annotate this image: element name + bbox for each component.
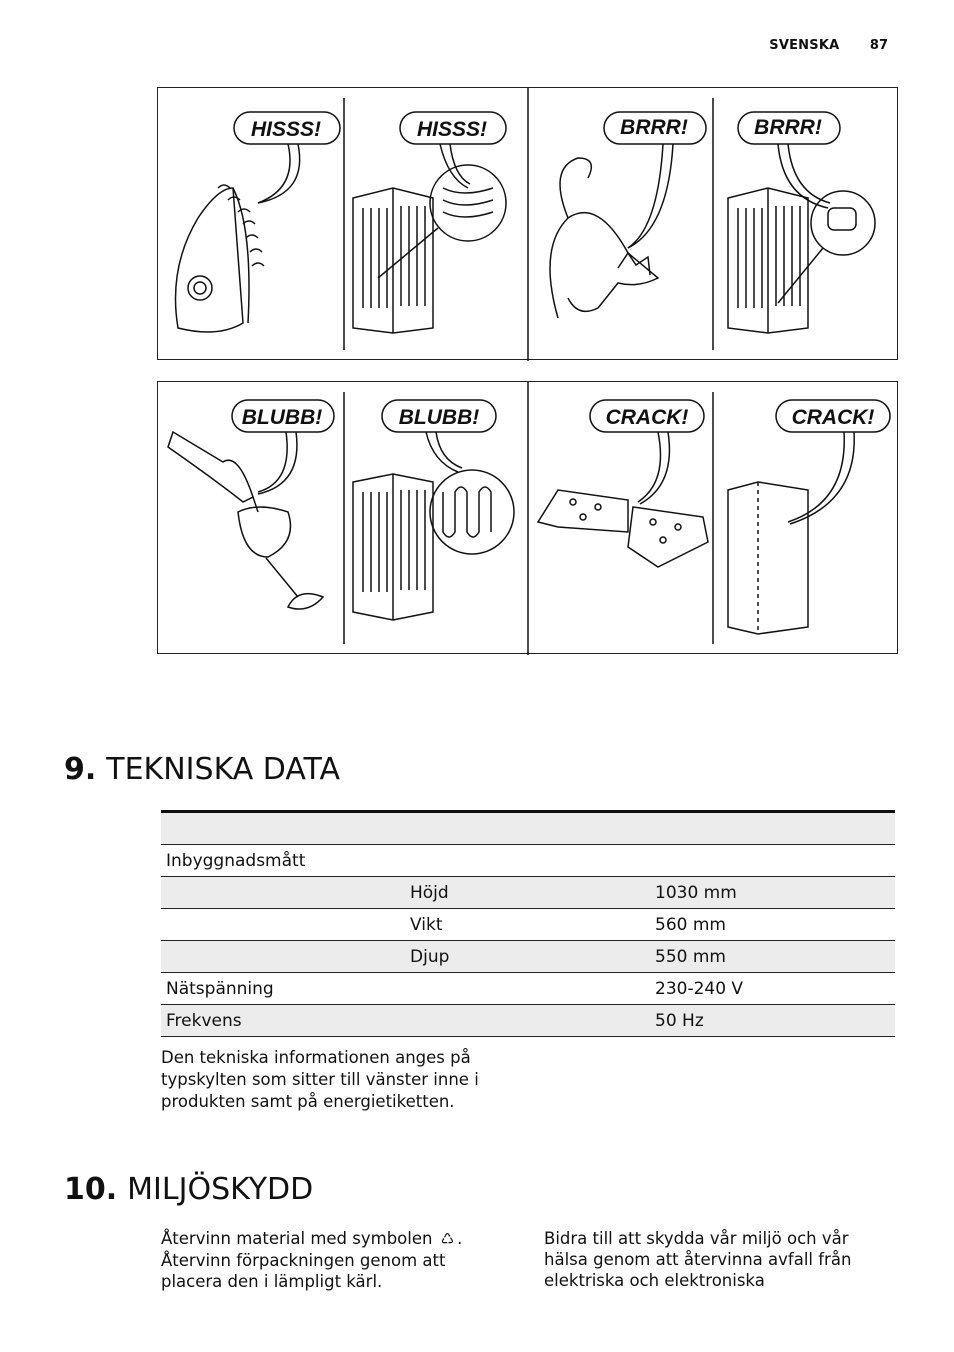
table-row [161,1005,895,1037]
noise-illustrations-svg-2 [158,382,899,655]
sound-label-hisss-fridge: HISSS! [416,118,488,141]
table-row [161,845,895,877]
sound-label-blubb-fridge: BLUBB! [398,406,480,429]
sound-label-crack-ice: CRACK! [605,406,689,429]
table-header-row [161,810,895,845]
table-row [161,973,895,1005]
table-cell: Djup [410,947,450,967]
table-row [161,909,895,941]
sound-label-brrr-fridge: BRRR! [754,116,822,139]
table-cell: Frekvens [166,1011,242,1031]
section-9-heading [64,752,340,787]
table-cell: Vikt [410,915,443,935]
page-number: 87 [869,38,888,53]
technical-data-note: Den tekniska informationen anges på typskylten som sitter till vänster inne i produkten samt på energietiketten. [161,1048,479,1111]
table-cell: 230-240 V [655,979,744,999]
section-10-title: MILJÖSKYDD [127,1172,314,1207]
table-row [161,941,895,973]
table-cell: Inbyggnadsmått [166,851,306,871]
sound-label-crack-fridge: CRACK! [791,406,875,429]
recycling-paragraph [161,1228,501,1292]
table-cell: Höjd [410,883,449,903]
sound-label-hisss-iron: HISSS! [250,118,322,141]
section-9-number: 9. [64,752,97,787]
technical-data-table [161,810,895,1037]
noise-illustration-row-2 [157,381,898,654]
recycle-icon: ♺ [440,1230,455,1248]
table-row [161,877,895,909]
section-10-number: 10. [64,1172,118,1207]
sound-label-brrr-cat: BRRR! [620,116,688,139]
environment-paragraph: Bidra till att skydda vår miljö och vår hälsa genom att återvinna avfall från elektriska och elektroniska [544,1229,852,1290]
table-cell: 1030 mm [655,883,737,903]
header-language: SVENSKA [769,38,840,53]
noise-illustrations-svg-1 [158,88,899,361]
table-cell: Nätspänning [166,979,274,999]
table-cell: 550 mm [655,947,726,967]
section-10-heading [64,1172,313,1207]
table-cell: 50 Hz [655,1011,704,1031]
recycling-text-before: Återvinn material med symbolen [161,1229,433,1248]
noise-illustration-row-1 [157,87,898,360]
sound-label-blubb-wine: BLUBB! [241,406,323,429]
page-header [769,38,888,53]
recycling-text-after: . Återvinn förpackningen genom att placera den i lämpligt kärl. [161,1229,463,1291]
table-cell: 560 mm [655,915,726,935]
section-9-title: TEKNISKA DATA [106,752,341,787]
